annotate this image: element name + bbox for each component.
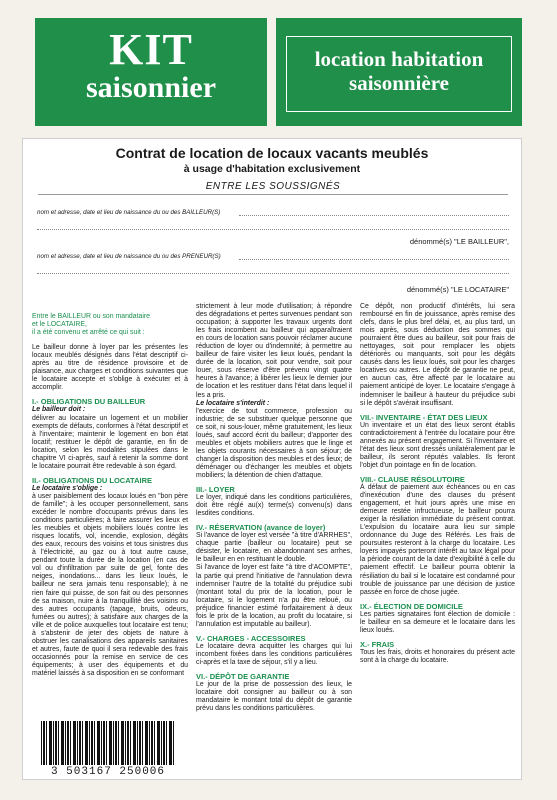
preneur-line-1[interactable] xyxy=(239,259,509,260)
column-1 xyxy=(32,303,188,677)
intro-line-1: Entre le BAILLEUR ou son mandataire xyxy=(32,313,150,320)
heading-depot-garantie: VI.- DÉPÔT DE GARANTIE xyxy=(196,672,290,682)
column-3 xyxy=(360,303,515,665)
bailleur-line-2[interactable] xyxy=(37,229,509,230)
paragraph-clause-resolutoire: À défaut de paiement aux échéances ou en cas d'inexécution d'une des clauses du présent engagement, et huit jours après une mise en demeure restée infructueuse, le bailleur pourra exiger la résiliation immédiate du présent contrat. L'expulsion du locataire aura lieu sur simple ordonnance du Juge des Référés. Les frais de poursuites resteront à la charge du locataire. Les loyers impayés porteront intérêt au taux légal pour la période courant de la date d'exigibilité à celle du paiement effectif. Le bailleur pourra obtenir la résiliation du bail si le locataire est condamné pour trouble de jouissance par une décision de justice passée en force de chose jugée. xyxy=(360,483,515,596)
between-parties-heading: ENTRE LES SOUSSIGNÉS xyxy=(38,181,508,195)
barcode-number: 3 503167 250006 xyxy=(50,766,166,778)
subheading-locataire-oblige: Le locataire s'oblige : xyxy=(32,484,103,492)
paragraph-depot-garantie: Le jour de la prise de possession des lieux, le locataire doit consigner au bailleur ou à son mandataire le montant total du dépôt de garantie prévu dans les conditions particulières. xyxy=(196,681,352,713)
contract-subtitle: à usage d'habitation exclusivement xyxy=(183,163,361,175)
subheading-bailleur-doit: Le bailleur doit : xyxy=(32,406,86,414)
location-line-2: saisonnière xyxy=(349,71,449,95)
paragraph-charges: Le locataire devra acquitter les charges qui lui incombent fixées dans les conditions particulières ci-après et la taxe de séjour, s'il y a lieu. xyxy=(196,642,352,666)
bailleur-line-1[interactable] xyxy=(239,215,509,216)
paragraph-arrhes: Si l'avance de loyer est versée "à titre d'ARRHES", chaque partie (bailleur ou locataire) peut se désister, le locataire, en abandonnant ses arrhes, le bailleur en en restituant le double. xyxy=(196,532,352,564)
kit-title: KIT xyxy=(109,25,193,74)
paragraph-inventaire: Un inventaire et un état des lieux seront établis contradictoirement à l'entrée du locataire pour être annexés au présent engagement. Si l'inventaire et l'état des lieux sont dressés unilatéralement par le bailleur, ils seront réputés valables. Ils feront l'objet d'un pointage en fin de location. xyxy=(360,421,515,469)
location-line-1: location habitation xyxy=(314,47,484,71)
heading-obligations-locataire: II.- OBLIGATIONS DU LOCATAIRE xyxy=(32,475,152,485)
paragraph-obligations-continued: strictement à leur mode d'utilisation; à répondre des dégradations et pertes survenues pendant son occupation; à supporter les travaux urgents dont les frais incombent au bailleur qui apparaîtraient en cours de location sans pouvoir réclamer aucune réduction de loyer ou d'indemnité; à permettre au bailleur de faire visiter les lieux loués, pendant la durée de la location, soit pour vendre, soit pour louer, sous réserve d'être prévenu vingt quatre heures à l'avance; à libérer les lieux le dernier jour de location et les restituer dans l'état dans lequel il les a pris. xyxy=(196,303,352,399)
paragraph-obligations-bailleur: délivrer au locataire un logement et un mobilier exempts de défauts, conformes à l'état descriptif et à l'inventaire; maintenir le logement en bon état locatif; restituer le dépôt de garantie, en fin de location, selon les modalités stipulées dans le chapitre VI ci-après, sauf à retenir la somme dont le locataire pourrait être redevable à son égard. xyxy=(32,414,188,470)
saisonnier-title: saisonnier xyxy=(85,71,217,104)
heading-election-domicile: IX.- ÉLECTION DE DOMICILE xyxy=(360,601,463,611)
bailleur-field-label: nom et adresse, date et lieu de naissance du ou des BAILLEUR(S) xyxy=(37,209,221,216)
paragraph-frais: Tous les frais, droits et honoraires du présent acte sont à la charge du locataire. xyxy=(360,648,515,664)
barcode xyxy=(33,721,183,779)
location-title-box xyxy=(286,36,512,112)
preneur-line-2[interactable] xyxy=(37,273,509,274)
kit-saisonnier-logo xyxy=(35,18,267,126)
heading-inventaire: VII.- INVENTAIRE - ÉTAT DES LIEUX xyxy=(360,412,488,422)
intro-line-3: il a été convenu et arrêté ce qui suit : xyxy=(32,329,145,337)
heading-obligations-bailleur: I.- OBLIGATIONS DU BAILLEUR xyxy=(32,397,146,407)
paragraph-loyer: Le loyer, indiqué dans les conditions particulières, doit être réglé au(x) terme(s) convenu(s) dans lesdites conditions. xyxy=(196,494,352,518)
barcode-bars xyxy=(41,721,175,765)
paragraph-obligations-locataire: à user paisiblement des locaux loués en "bon père de famille"; à les occuper personnellement, sans excéder le nombre d'occupants prévus dans les conditions particulières; à faire assurer les lieux et les meubles et objets mobiliers loués contre les risques locatifs, vol, incendie, explosion, dégâts des eaux, recours des voisins et tous sinistres dus à l'électricité, au gaz ou à tout autre cause, pendant toute la durée de la location (en cas de vol ou d'infiltration par suite de gel, fonte des neiges, inondations... dans les lieux loués, le bailleur ne sera jamais tenu responsable); à ne rien faire qui puisse, de son fait ou des personnes de sa maison, nuire à la tranquillité des voisins ou des autres occupants (tapage, bruits, odeurs, fumées ou autres); à satisfaire aux charges de la ville et de police auxquelles tout locataire est tenu; à s'abstenir de jeter des objets de nature à obstruer les canalisations des appareils sanitaires et autres, faute de quoi il sera redevable des frais occasionnés pour la remise en service de ces équipements; à user des équipements et du matériel laissés à sa disposition en se conformant xyxy=(32,492,188,677)
heading-clause-resolutoire: VIII.- CLAUSE RÉSOLUTOIRE xyxy=(360,474,465,484)
heading-loyer: III.- LOYER xyxy=(196,485,235,495)
column-2 xyxy=(196,303,352,713)
heading-frais: X.- FRAIS xyxy=(360,639,395,649)
paragraph-depot-remboursement: Ce dépôt, non productif d'intérêts, lui sera remboursé en fin de jouissance, après remise des clefs, dans le plus bref délai, et, au plus tard, un mois après, sous déduction des sommes qui pourraient être dues au bailleur, soit pour frais de nettoyages, soit pour remplacer les objets détériorés ou manquants, soit pour les dégâts causés dans les lieux loués, soit pour les charges locatives ou autres. Le dépôt de garantie ne peut, en aucun cas, être affecté par le locataire au paiement anticipé de loyer. Le locataire s'engage à indemniser le bailleur à hauteur du préjudice subi si le dépôt s'avérait insuffisant. xyxy=(360,303,515,407)
paragraph-election-domicile: Les parties signataires font élection de domicile : le bailleur en sa demeure et le locataire dans les lieux loués. xyxy=(360,610,515,634)
paragraph-interdictions: l'exercice de tout commerce, profession ou industrie; de se substituer quelque personne que ce soit, ni sous-louer, même gratuitement, les lieux loués, sauf accord écrit du bailleur; d'apporter des meubles et objets mobiliers autres que le linge et les objets courants nécessaires à son séjour; de changer la disposition des meubles et des lieux; de déménager ou d'échanger les meubles et objets mobiliers; la détention de chien d'attaque. xyxy=(196,407,352,479)
contract-title: Contrat de location de locaux vacants meublés xyxy=(115,145,429,161)
contract-body xyxy=(22,303,522,780)
heading-charges: V.- CHARGES - ACCESSOIRES xyxy=(196,633,306,643)
preneur-denomination: dénommé(s) "LE LOCATAIRE" xyxy=(406,285,509,294)
heading-reservation: IV.- RÉSERVATION (avance de loyer) xyxy=(196,523,326,533)
subheading-locataire-interdit: Le locataire s'interdit : xyxy=(196,399,270,407)
bailleur-denomination: dénommé(s) "LE BAILLEUR", xyxy=(409,237,509,246)
location-header xyxy=(276,18,522,126)
preamble-paragraph: Le bailleur donne à loyer par les présentes les locaux meublés désignés dans l'état descriptif ci-après au titre de résidence provisoire et de plaisance, aux charges et conditions suivantes que le locataire accepte et s'oblige à exécuter et à accomplir. xyxy=(32,344,188,392)
paragraph-acompte: Si l'avance de loyer est faite "à titre d'ACOMPTE", la partie qui prend l'initiative de l'annulation devra indemniser l'autre de la totalité du préjudice subi (montant total du prix de la location, pour le locataire, si le logement n'a pu être reloué, ou préjudice financier estimé forfaitairement à deux fois le prix de la location, au profit du locataire, si l'annulation est imputable au bailleur). xyxy=(196,564,352,628)
contract-header-panel xyxy=(22,138,522,303)
preneur-field-label: nom et adresse, date et lieu de naissance du ou des PRENEUR(S) xyxy=(37,253,221,260)
intro-line-2: et le LOCATAIRE, xyxy=(32,321,87,329)
